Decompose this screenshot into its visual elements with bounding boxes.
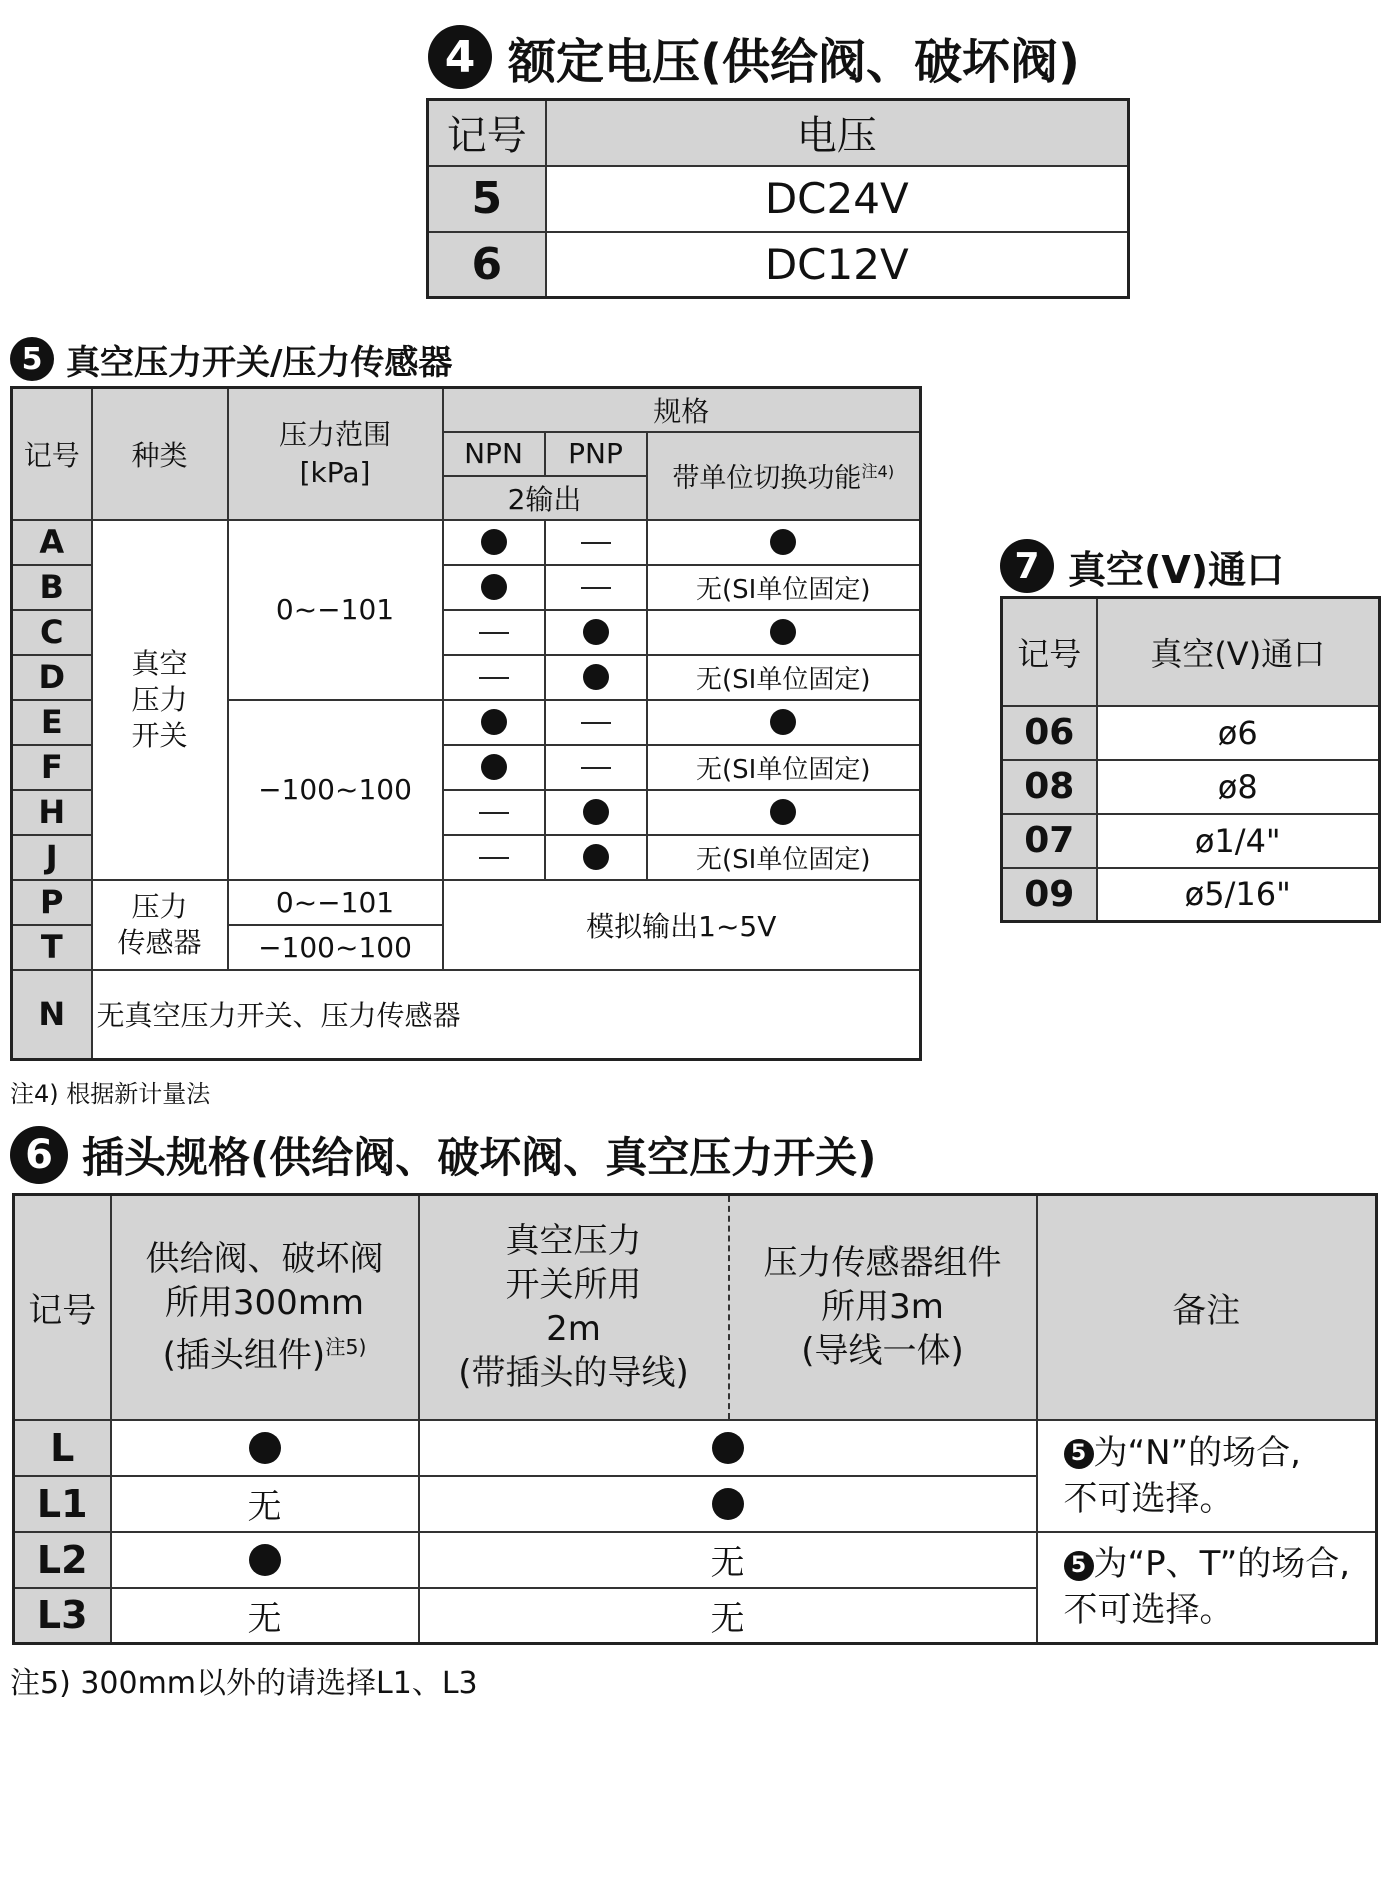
filled-dot-icon (249, 1432, 281, 1464)
filled-dot-icon (583, 619, 609, 645)
col2-line: 开关所用 (505, 1265, 642, 1306)
analog-output: 模拟输出1~5V (443, 880, 921, 970)
remark-line (1064, 1430, 1376, 1476)
npn-cell (443, 835, 545, 880)
filled-dot-icon (583, 799, 609, 825)
unit-cell: 无(SI单位固定) (647, 835, 921, 880)
dash-icon (479, 632, 509, 634)
port-size: ø8 (1097, 760, 1380, 814)
pnp-cell (545, 565, 647, 610)
port-code: 09 (1002, 868, 1097, 922)
col1-note-ref: 注5) (325, 1335, 367, 1360)
connector-col1: 无 (111, 1588, 419, 1644)
connector-header-col1 (111, 1195, 419, 1420)
range-unit: [kPa] (299, 455, 371, 489)
connector-header-remark: 备注 (1037, 1195, 1377, 1420)
pnp-cell (545, 655, 647, 700)
port-code: 07 (1002, 814, 1097, 868)
filled-dot-icon (481, 529, 507, 555)
sensor-type (92, 880, 228, 970)
sec4-title-text: 额定电压(供给阀、破坏阀) (508, 33, 1080, 90)
filled-dot-icon (770, 709, 796, 735)
switch-header-unit (647, 432, 921, 520)
voltage-table (426, 98, 1130, 299)
sec6-footnote: 注5) 300mm以外的请选择L1、L3 (10, 1666, 478, 1701)
range-label: 压力范围 (278, 417, 391, 451)
dash-icon (581, 722, 611, 724)
switch-code: T (12, 925, 92, 970)
type-line: 传感器 (117, 925, 202, 959)
range-cell: 0~−101 (228, 520, 443, 700)
range-cell: −100~100 (228, 700, 443, 880)
remark-number-badge: 5 (1064, 1439, 1094, 1469)
unit-cell (647, 790, 921, 835)
pnp-cell (545, 745, 647, 790)
voltage-value: DC12V (546, 232, 1129, 298)
filled-dot-icon (249, 1544, 281, 1576)
pnp-cell (545, 610, 647, 655)
col1-line: 所用300mm (164, 1283, 365, 1324)
switch-header-spec: 规格 (443, 388, 921, 432)
dash-icon (581, 767, 611, 769)
range-cell: −100~100 (228, 925, 443, 970)
switch-header-pnp: PNP (545, 432, 647, 476)
sec6-title (10, 1124, 876, 1186)
port-table (1000, 596, 1381, 923)
npn-cell (443, 565, 545, 610)
port-size: ø6 (1097, 706, 1380, 760)
sec5-title-text: 真空压力开关/压力传感器 (66, 342, 453, 383)
switch-code: D (12, 655, 92, 700)
port-header-port: 真空(V)通口 (1097, 598, 1380, 706)
filled-dot-icon (583, 664, 609, 690)
sec5-number-badge: 5 (10, 337, 54, 381)
connector-col23 (419, 1420, 1037, 1476)
remark-line: 不可选择。 (1063, 1590, 1234, 1631)
voltage-header-voltage: 电压 (546, 100, 1129, 166)
type-line: 开关 (131, 718, 188, 752)
sec4-number-badge: 4 (428, 25, 492, 89)
col2-line: 2m (546, 1309, 601, 1350)
filled-dot-icon (481, 709, 507, 735)
unit-cell: 无(SI单位固定) (647, 655, 921, 700)
switch-code: N (12, 970, 92, 1060)
sec6-title-text: 插头规格(供给阀、破坏阀、真空压力开关) (82, 1133, 877, 1182)
port-code: 08 (1002, 760, 1097, 814)
voltage-code: 5 (428, 166, 546, 232)
switch-header-type: 种类 (92, 388, 228, 520)
remark-line: 不可选择。 (1063, 1478, 1234, 1519)
switch-code: J (12, 835, 92, 880)
type-line: 压力 (131, 889, 188, 923)
dash-icon (479, 677, 509, 679)
connector-code: L (14, 1420, 111, 1476)
unit-note-ref: 注4) (861, 462, 895, 481)
range-cell: 0~−101 (228, 880, 443, 925)
port-size: ø1/4" (1097, 814, 1380, 868)
dash-icon (479, 812, 509, 814)
sec4-title (428, 22, 1080, 92)
connector-col23: 无 (419, 1532, 1037, 1588)
filled-dot-icon (583, 844, 609, 870)
unit-cell (647, 520, 921, 565)
none-cell: 无真空压力开关、压力传感器 (92, 970, 921, 1060)
switch-code: A (12, 520, 92, 565)
unit-cell: 无(SI单位固定) (647, 745, 921, 790)
connector-header-col3 (729, 1195, 1037, 1420)
port-code: 06 (1002, 706, 1097, 760)
connector-table (12, 1193, 1378, 1645)
unit-cell (647, 700, 921, 745)
connector-remark (1037, 1420, 1377, 1532)
col3-line: 压力传感器组件 (763, 1243, 1002, 1284)
connector-col23 (419, 1476, 1037, 1532)
npn-cell (443, 520, 545, 565)
npn-cell (443, 655, 545, 700)
switch-header-2out: 2输出 (443, 476, 647, 520)
sec7-title-text: 真空(V)通口 (1068, 547, 1285, 592)
switch-table (10, 386, 922, 1061)
port-header-code: 记号 (1002, 598, 1097, 706)
connector-header-col2 (419, 1195, 729, 1420)
filled-dot-icon (770, 619, 796, 645)
switch-header-range (228, 388, 443, 520)
connector-remark (1037, 1532, 1377, 1644)
dash-icon (581, 587, 611, 589)
connector-code: L3 (14, 1588, 111, 1644)
sec5-title (10, 335, 452, 383)
col2-line: 真空压力 (505, 1221, 642, 1262)
sec7-title (1000, 536, 1284, 596)
switch-code: B (12, 565, 92, 610)
port-size: ø5/16" (1097, 868, 1380, 922)
type-line: 真空 (131, 646, 188, 680)
sec5-footnote: 注4) 根据新计量法 (10, 1080, 211, 1108)
remark-line (1064, 1541, 1376, 1587)
pnp-cell (545, 700, 647, 745)
dash-icon (581, 542, 611, 544)
npn-cell (443, 610, 545, 655)
voltage-code: 6 (428, 232, 546, 298)
unit-cell (647, 610, 921, 655)
connector-col1 (111, 1532, 419, 1588)
switch-code: P (12, 880, 92, 925)
filled-dot-icon (481, 574, 507, 600)
npn-cell (443, 790, 545, 835)
col3-line: (导线一体) (801, 1331, 964, 1372)
switch-header-npn: NPN (443, 432, 545, 476)
voltage-value: DC24V (546, 166, 1129, 232)
switch-type (92, 520, 228, 880)
switch-code: H (12, 790, 92, 835)
filled-dot-icon (770, 529, 796, 555)
dash-icon (479, 857, 509, 859)
remark-number-badge: 5 (1064, 1551, 1094, 1581)
switch-code: F (12, 745, 92, 790)
switch-header-code: 记号 (12, 388, 92, 520)
connector-code: L1 (14, 1476, 111, 1532)
pnp-cell (545, 835, 647, 880)
connector-col1 (111, 1420, 419, 1476)
pnp-cell (545, 790, 647, 835)
filled-dot-icon (712, 1432, 744, 1464)
voltage-header-code: 记号 (428, 100, 546, 166)
npn-cell (443, 745, 545, 790)
connector-code: L2 (14, 1532, 111, 1588)
sec6-number-badge: 6 (10, 1126, 68, 1184)
switch-code: E (12, 700, 92, 745)
col3-line: 所用3m (821, 1287, 944, 1328)
npn-cell (443, 700, 545, 745)
col1-line: (插头组件)$^{注5)}$ (162, 1335, 367, 1376)
unit-label: 带单位切换功能 (672, 463, 862, 494)
filled-dot-icon (481, 754, 507, 780)
filled-dot-icon (770, 799, 796, 825)
connector-col1: 无 (111, 1476, 419, 1532)
connector-col23: 无 (419, 1588, 1037, 1644)
type-line: 压力 (131, 682, 188, 716)
pnp-cell (545, 520, 647, 565)
remark-text: 为“N”的场合, (1093, 1432, 1301, 1473)
sec7-number-badge: 7 (1000, 539, 1054, 593)
col2-line: (带插头的导线) (458, 1353, 689, 1394)
switch-code: C (12, 610, 92, 655)
unit-cell: 无(SI单位固定) (647, 565, 921, 610)
col1-line: 供给阀、破坏阀 (145, 1239, 384, 1280)
remark-text: 为“P、T”的场合, (1093, 1544, 1351, 1585)
filled-dot-icon (712, 1488, 744, 1520)
connector-header-code: 记号 (14, 1195, 111, 1420)
